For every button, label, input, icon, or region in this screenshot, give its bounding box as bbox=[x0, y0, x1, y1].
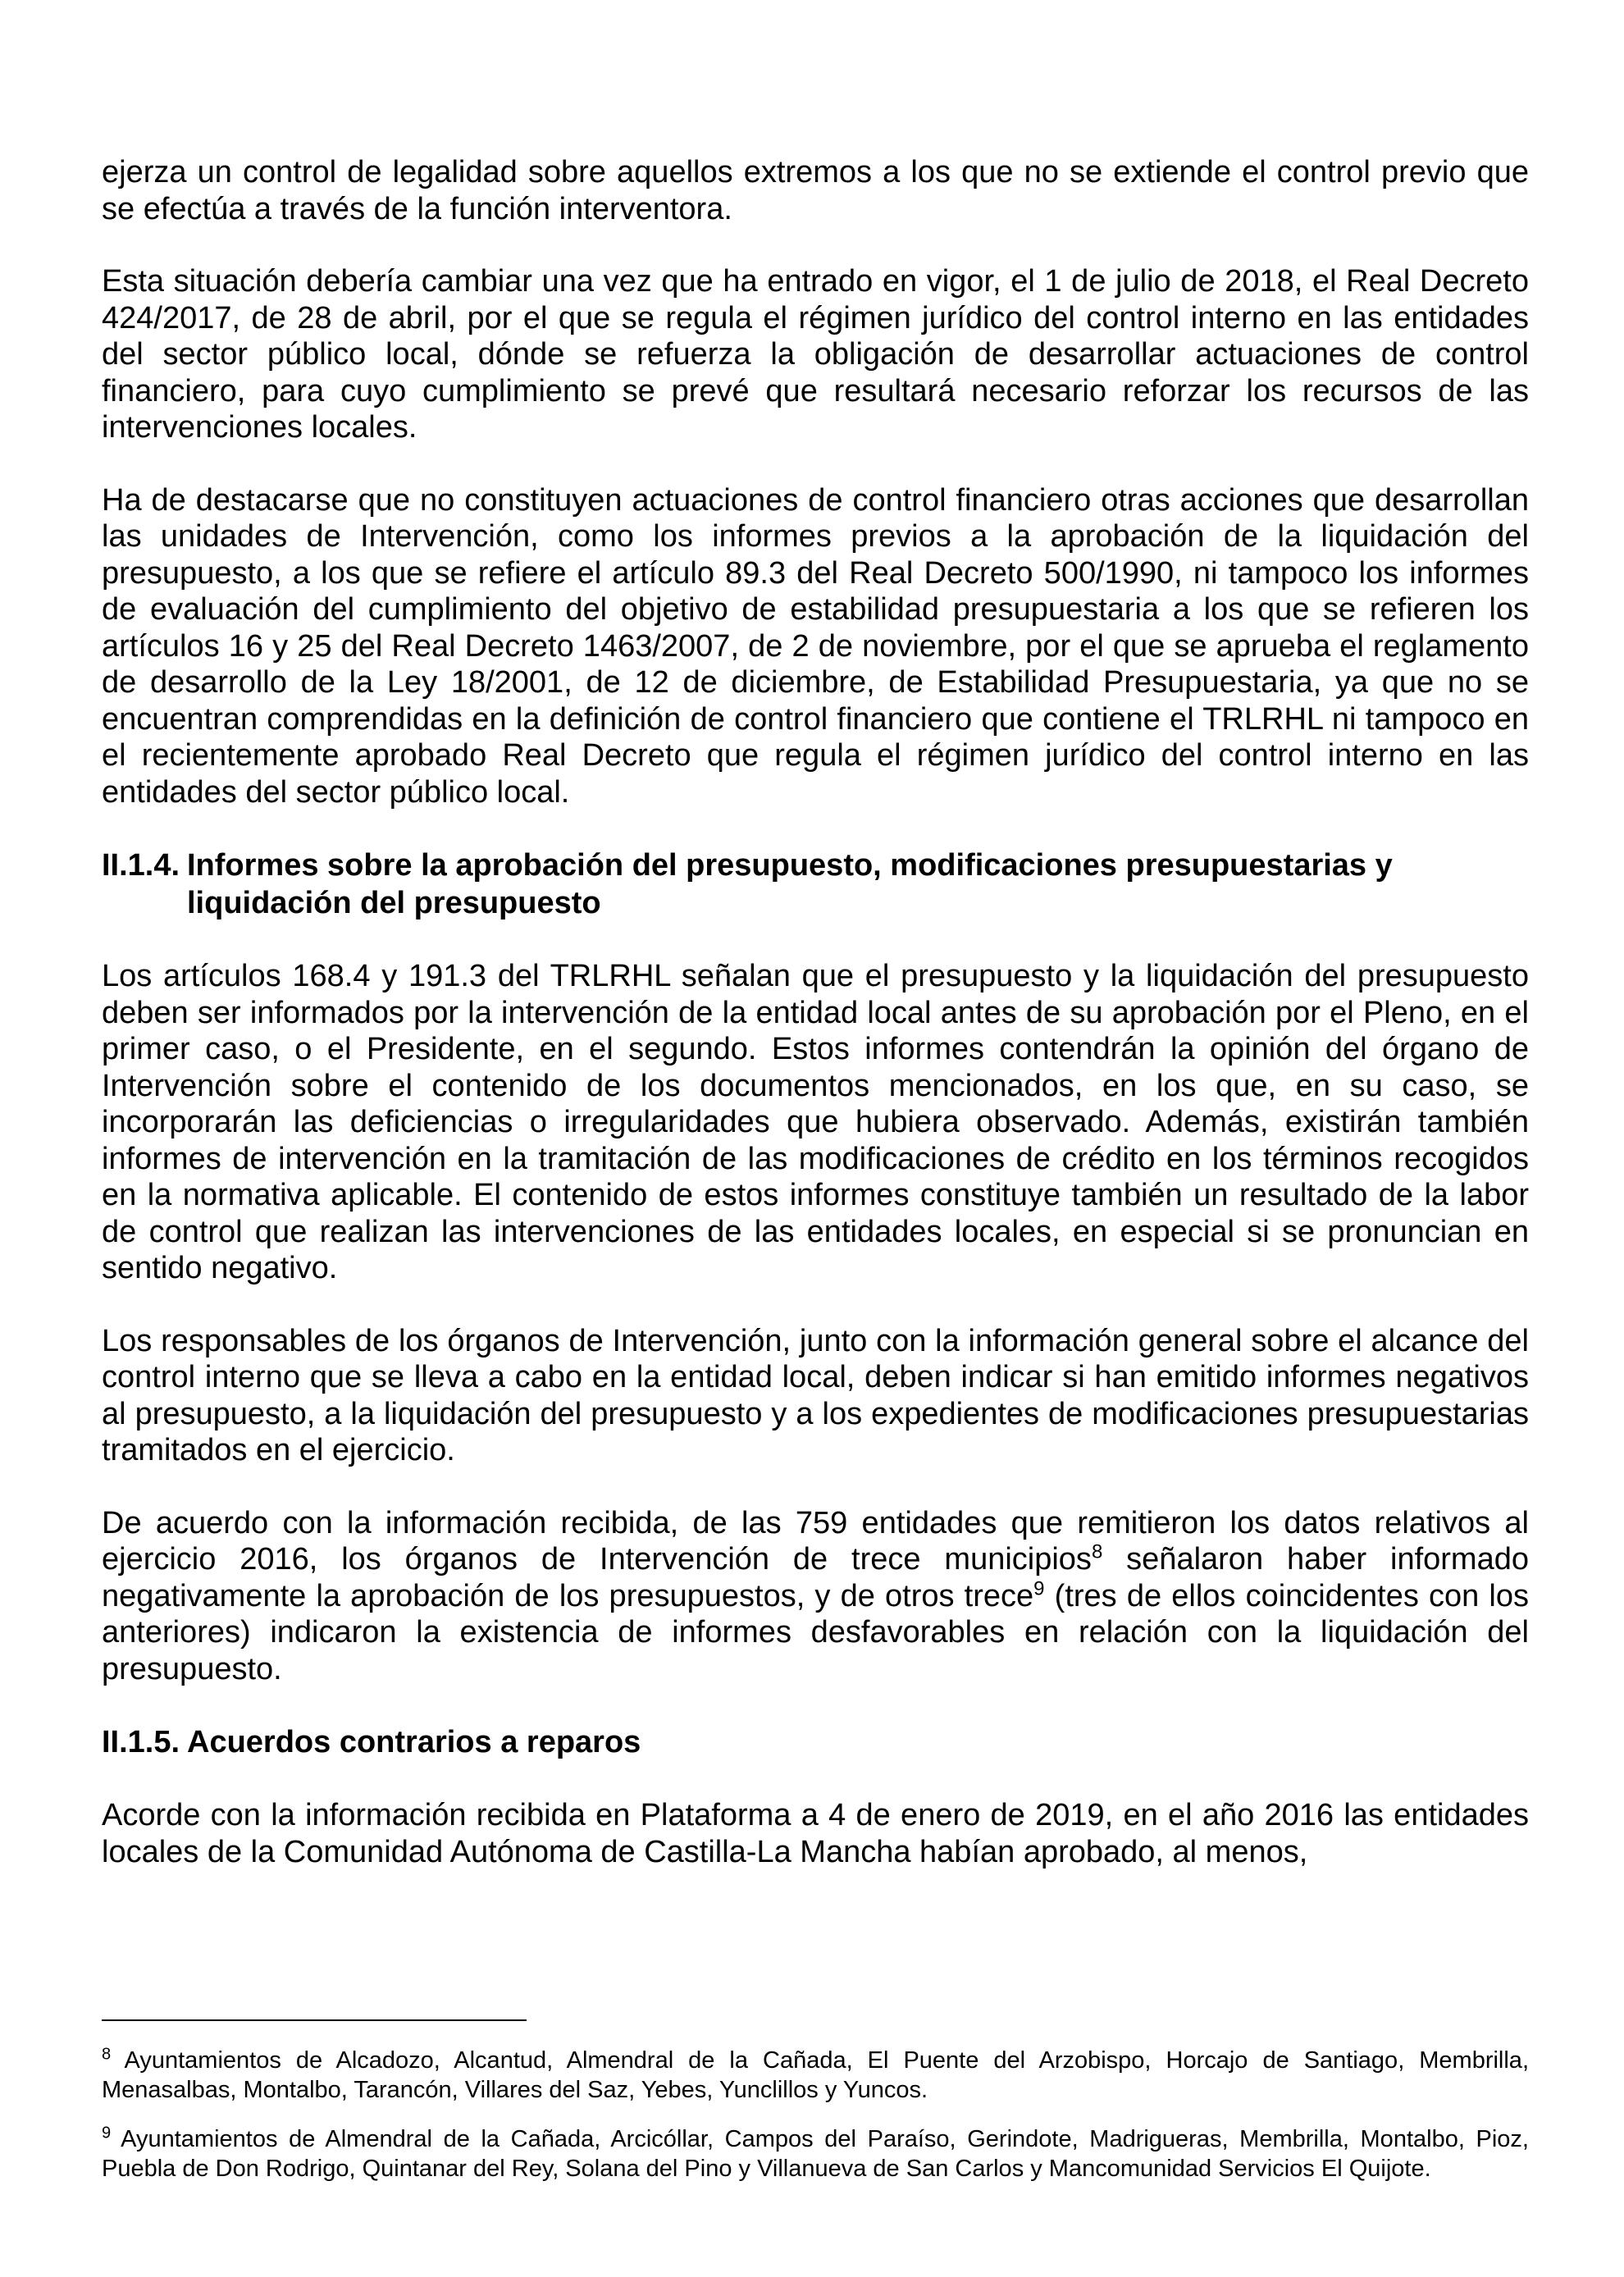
footnote-ref-9[interactable]: 9 bbox=[1033, 1577, 1045, 1599]
footnote-mark: 9 bbox=[102, 2124, 112, 2142]
section-title: Acuerdos contrarios a reparos bbox=[187, 1725, 641, 1759]
paragraph-2: Esta situación debería cambiar una vez que ha entrado en vigor, el 1 de julio de 2018, el Real Decreto 424/2017, de 28 de abril, por el que se regula el régimen jurídico del control interno en las entidades del sector público local, dónde se refuerza la obligación de desarrollar actuaciones de control financiero, para cuyo cumplimiento se prevé que resultará necesario reforzar los recursos de las intervenciones locales. bbox=[102, 264, 1529, 445]
paragraph-6-part-b: señalaron haber informado negativamente la aprobación de los presupuestos, y de otros trece bbox=[102, 1542, 1529, 1613]
footnote-ref-8[interactable]: 8 bbox=[1091, 1540, 1103, 1563]
section-number: II.1.4. bbox=[102, 848, 180, 883]
footnote-mark: 8 bbox=[102, 2045, 112, 2064]
paragraph-6-part-a: De acuerdo con la información recibida, de las 759 entidades que remitieron los datos relativos al ejercicio 2016, los órganos de Intervención de trece municipios bbox=[102, 1505, 1529, 1577]
paragraph-6 bbox=[102, 1505, 1529, 1688]
footnote-text: Ayuntamientos de Almendral de la Cañada, Arcicóllar, Campos del Paraíso, Gerindote, Madrigueras, Membrilla, Montalbo, Pioz, Puebla de Don Rodrigo, Quintanar del Rey, Solana del Pino y Villanueva de San Carlos y Mancomunidad Servicios El Quijote. bbox=[102, 2126, 1529, 2182]
section-heading-ii-1-5 bbox=[102, 1723, 1529, 1761]
footnote-separator bbox=[102, 2019, 527, 2021]
paragraph-1: ejerza un control de legalidad sobre aquellos extremos a los que no se extiende el control previo que se efectúa a través de la función interventora. bbox=[102, 155, 1529, 226]
footnote-9 bbox=[102, 2124, 1529, 2183]
paragraph-4: Los artículos 168.4 y 191.3 del TRLRHL señalan que el presupuesto y la liquidación del presupuesto deben ser informados por la intervención de la entidad local antes de su aprobación por el Pleno, en el primer caso, o el Presidente, en el segundo. Estos informes contendrán la opinión del órgano de Intervención sobre el contenido de los documentos mencionados, en los que, en su caso, se incorporarán las deficiencias o irregularidades que hubiera observado. Además, existirán también informes de intervención en la tramitación de las modificaciones de crédito en los términos recogidos en la normativa aplicable. El contenido de estos informes constituye también un resultado de la labor de control que realizan las intervenciones de las entidades locales, en especial si se pronuncian en sentido negativo. bbox=[102, 959, 1529, 1285]
footnote-text: Ayuntamientos de Alcadozo, Alcantud, Almendral de la Cañada, El Puente del Arzobispo, Horcajo de Santiago, Membrilla, Menasalbas, Montalbo, Tarancón, Villares del Saz, Yebes, Yunclillos y Yuncos. bbox=[102, 2047, 1529, 2103]
page-body bbox=[102, 154, 1529, 1906]
footnotes bbox=[102, 2046, 1529, 2203]
section-title: Informes sobre la aprobación del presupuesto, modificaciones presupuestarias y liquidación del presupuesto bbox=[187, 848, 1393, 920]
footnote-8 bbox=[102, 2046, 1529, 2105]
paragraph-6-part-c: (tres de ellos coincidentes con los anteriores) indicaron la existencia de informes desfavorables en relación con la liquidación del presupuesto. bbox=[102, 1578, 1530, 1686]
paragraph-3: Ha de destacarse que no constituyen actuaciones de control financiero otras acciones que desarrollan las unidades de Intervención, como los informes previos a la aprobación de la liquidación del presupuesto, a los que se refiere el artículo 89.3 del Real Decreto 500/1990, ni tampoco los informes de evaluación del cumplimiento del objetivo de estabilidad presupuestaria a los que se refieren los artículos 16 y 25 del Real Decreto 1463/2007, de 2 de noviembre, por el que se aprueba el reglamento de desarrollo de la Ley 18/2001, de 12 de diciembre, de Estabilidad Presupuestaria, ya que no se encuentran comprendidas en la definición de control financiero que contiene el TRLRHL ni tampoco en el recientemente aprobado Real Decreto que regula el régimen jurídico del control interno en las entidades del sector público local. bbox=[102, 482, 1529, 810]
paragraph-7: Acorde con la información recibida en Plataforma a 4 de enero de 2019, en el año 2016 las entidades locales de la Comunidad Autónoma de Castilla-La Mancha habían aprobado, al menos, bbox=[102, 1798, 1529, 1869]
paragraph-5: Los responsables de los órganos de Intervención, junto con la información general sobre el alcance del control interno que se lleva a cabo en la entidad local, deben indicar si han emitido informes negativos al presupuesto, a la liquidación del presupuesto y a los expedientes de modificaciones presupuestarias tramitados en el ejercicio. bbox=[102, 1323, 1529, 1467]
section-heading-ii-1-4 bbox=[102, 846, 1529, 922]
section-number: II.1.5. bbox=[102, 1725, 180, 1759]
